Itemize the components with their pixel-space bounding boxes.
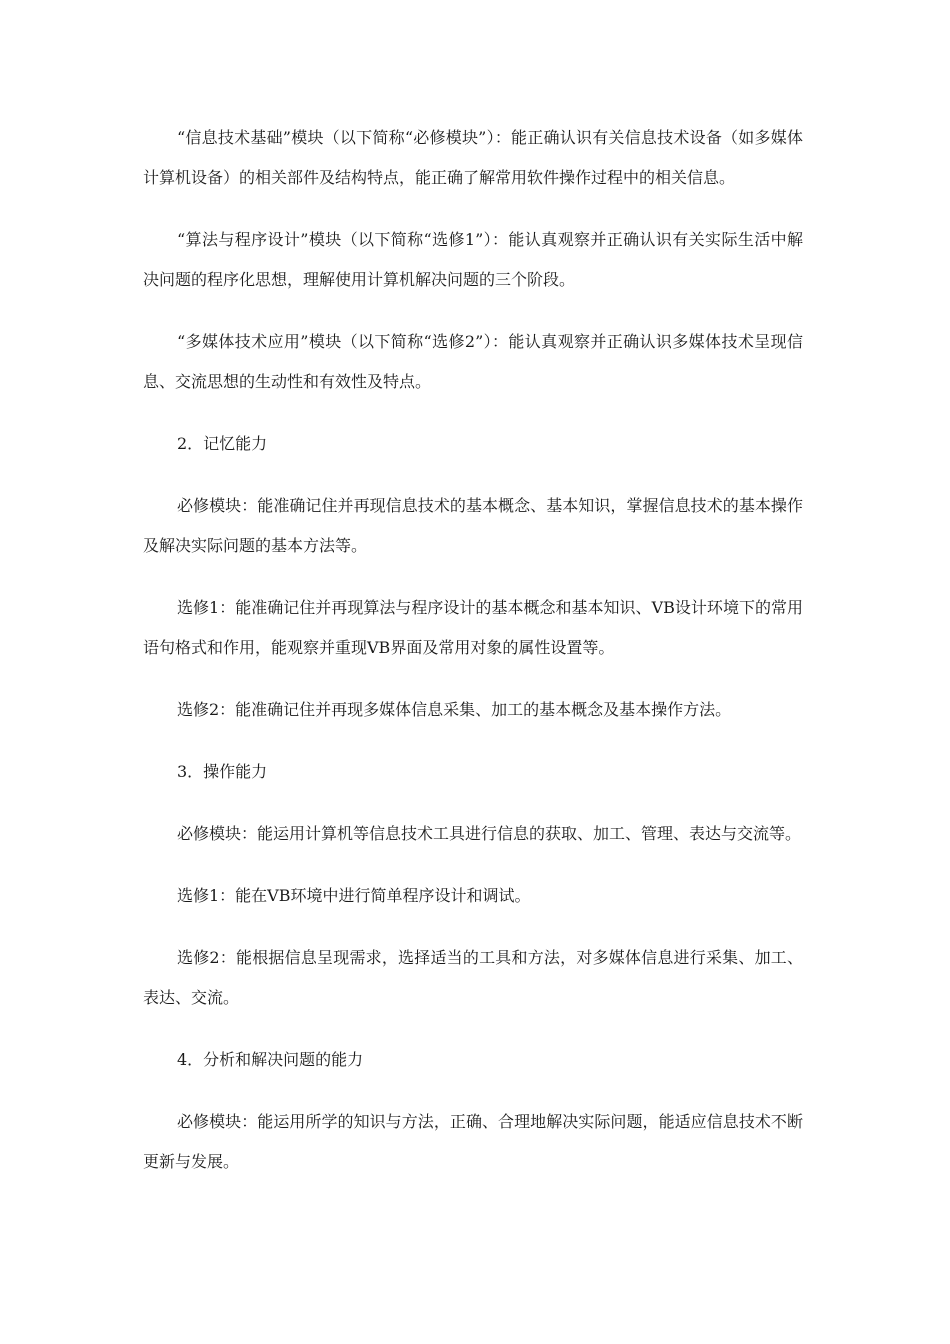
paragraph-memory-elective2: 选修2：能准确记住并再现多媒体信息采集、加工的基本概念及基本操作方法。	[177, 700, 732, 719]
paragraph-elective1-intro: “算法与程序设计”模块（以下简称“选修1”）：能认真观察并正确认识有关实际生活中解决问题的程序化思想，理解使用计算机解决问题的三个阶段。	[143, 230, 803, 289]
section-heading-problem-solving: 4．分析和解决问题的能力	[177, 1050, 364, 1069]
paragraph-operation-elective1: 选修1：能在VB环境中进行简单程序设计和调试。	[177, 886, 531, 905]
paragraph-operation-elective2: 选修2：能根据信息呈现需求，选择适当的工具和方法，对多媒体信息进行采集、加工、表达、交流。	[143, 948, 803, 1007]
paragraph-memory-required: 必修模块：能准确记住并再现信息技术的基本概念、基本知识，掌握信息技术的基本操作及解决实际问题的基本方法等。	[143, 496, 803, 555]
section-heading-memory: 2．记忆能力	[177, 434, 268, 453]
paragraph-problem-solving-required: 必修模块：能运用所学的知识与方法，正确、合理地解决实际问题，能适应信息技术不断更新与发展。	[143, 1112, 803, 1171]
paragraph-operation-required: 必修模块：能运用计算机等信息技术工具进行信息的获取、加工、管理、表达与交流等。	[177, 824, 802, 843]
paragraph-required-module-intro: “信息技术基础”模块（以下简称“必修模块”）：能正确认识有关信息技术设备（如多媒体计算机设备）的相关部件及结构特点，能正确了解常用软件操作过程中的相关信息。	[143, 128, 803, 187]
document-body	[143, 118, 803, 1204]
paragraph-elective2-intro: “多媒体技术应用”模块（以下简称“选修2”）：能认真观察并正确认识多媒体技术呈现信息、交流思想的生动性和有效性及特点。	[143, 332, 803, 391]
paragraph-memory-elective1: 选修1：能准确记住并再现算法与程序设计的基本概念和基本知识、VB设计环境下的常用语句格式和作用，能观察并重现VB界面及常用对象的属性设置等。	[143, 598, 803, 657]
section-heading-operation: 3．操作能力	[177, 762, 268, 781]
